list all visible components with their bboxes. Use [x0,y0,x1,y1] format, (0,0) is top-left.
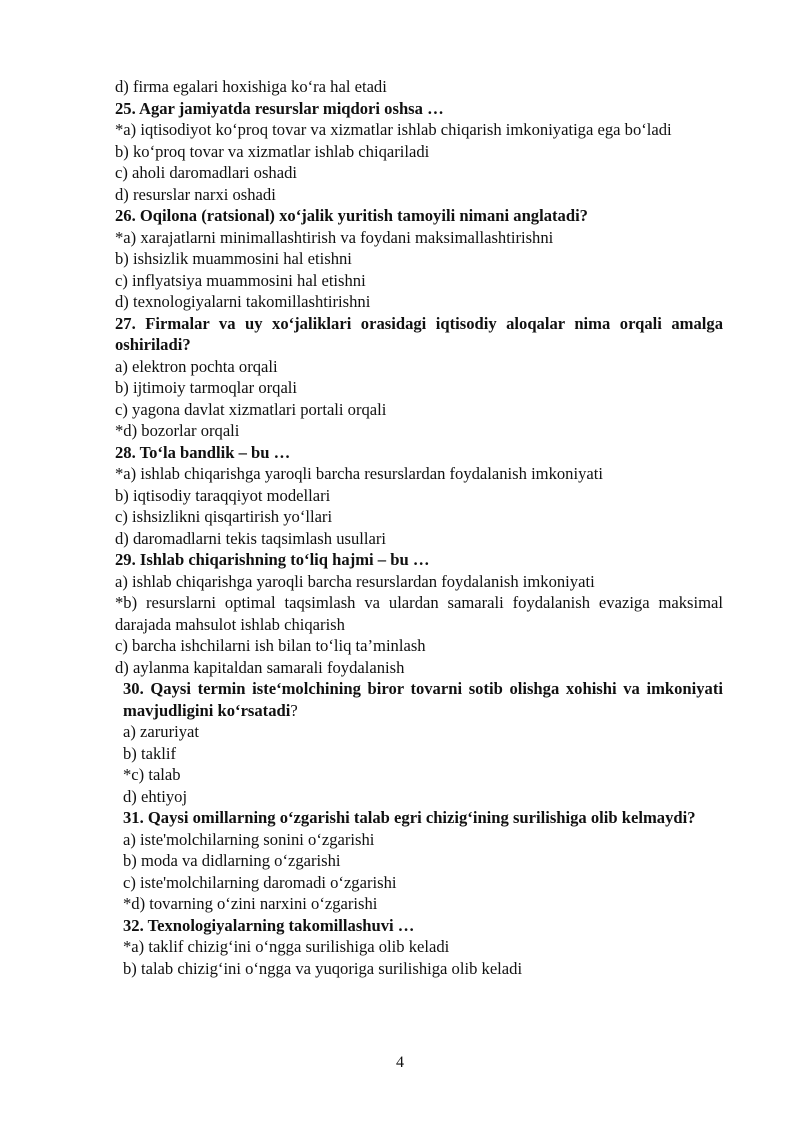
line-text: b) taklif [123,743,176,763]
line-text: c) ishsizlikni qisqartirish yo‘llari [115,507,333,526]
line-text: c) yagona davlat xizmatlari portali orqali [115,399,387,419]
page-number: 4 [396,1054,404,1071]
answer-option [77,936,723,958]
answer-option [77,119,723,141]
line-text: d) ehtiyoj [123,786,188,806]
question-text [77,915,723,937]
line-text: 31. Qaysi omillarning o‘zgarishi talab egri chizig‘ining surilishiga olib kelmaydi? [123,808,696,827]
line-text: b) ishsizlik muammosini hal etishni [115,249,352,268]
line-text: 32. Texnologiyalarning takomillashuvi … [123,915,415,935]
document-page [77,76,723,979]
line-text: c) barcha ishchilarni ish bilan to‘liq ta’minlash [115,636,426,655]
answer-option [77,270,723,292]
answer-option [77,528,723,550]
line-text: *b) resurslarni optimal taqsimlash va ulardan samarali foydalanish evaziga maksimal darajada mahsulot ishlab chiqarish [115,593,723,634]
line-text: *d) bozorlar orqali [115,421,240,440]
line-text: *a) ishlab chiqarishga yaroqli barcha resurslardan foydalanish imkoniyati [115,464,603,483]
line-text: *c) talab [123,765,181,784]
answer-option [77,485,723,507]
question-text [77,678,723,721]
answer-option [77,377,723,399]
answer-option [77,872,723,894]
line-text: 25. Agar jamiyatda resurslar miqdori oshsa … [115,98,444,118]
answer-option [77,227,723,249]
answer-option [77,76,723,98]
answer-option [77,248,723,270]
line-text: a) iste'molchilarning sonini o‘zgarishi [123,829,375,849]
answer-option [77,893,723,915]
answer-option [77,850,723,872]
line-text: d) daromadlarni tekis taqsimlash usullari [115,528,386,548]
answer-option [77,721,723,743]
line-text: d) texnologiyalarni takomillashtirishni [115,292,371,311]
line-text: 26. Oqilona (ratsional) xo‘jalik yuritish tamoyili nimani anglatadi? [115,206,588,225]
line-text: 28. To‘la bandlik – bu … [115,442,291,462]
line-text: b) talab chizig‘ini o‘ngga va yuqoriga surilishiga olib keladi [123,958,523,978]
line-text: b) moda va didlarning o‘zgarishi [123,851,341,870]
question-text [77,442,723,464]
line-text: *d) tovarning o‘zini narxini o‘zgarishi [123,894,378,913]
question-text [77,205,723,227]
answer-option [77,592,723,635]
line-text: a) elektron pochta orqali [115,356,278,376]
answer-option [77,657,723,679]
line-text: *a) iqtisodiyot ko‘proq tovar va xizmatlar ishlab chiqarish imkoniyatiga ega bo‘ladi [115,120,672,139]
line-text: c) iste'molchilarning daromadi o‘zgarishi [123,872,397,892]
question-text [77,98,723,120]
answer-option [77,356,723,378]
answer-option [77,420,723,442]
question-text [77,807,723,829]
line-text: d) firma egalari hoxishiga ko‘ra hal etadi [115,77,387,96]
line-text: *a) xarajatlarni minimallashtirish va foydani maksimallashtirishni [115,227,554,247]
line-text: a) zaruriyat [123,722,200,741]
answer-option [77,463,723,485]
answer-option [77,141,723,163]
answer-option [77,506,723,528]
line-text: c) aholi daromadlari oshadi [115,163,298,182]
answer-option [77,635,723,657]
line-text: b) ko‘proq tovar va xizmatlar ishlab chiqariladi [115,141,430,161]
question-text [77,549,723,571]
answer-option [77,162,723,184]
answer-option [77,958,723,980]
answer-option [77,184,723,206]
line-text: 27. Firmalar va uy xo‘jaliklari orasidagi iqtisodiy aloqalar nima orqali amalga oshiriladi? [115,313,723,354]
line-text: c) inflyatsiya muammosini hal etishni [115,270,366,290]
line-text: 29. Ishlab chiqarishning to‘liq hajmi – bu … [115,550,430,569]
line-text: a) ishlab chiqarishga yaroqli barcha resurslardan foydalanish imkoniyati [115,571,595,591]
line-tail: ? [290,700,298,720]
answer-option [77,399,723,421]
line-text: b) iqtisodiy taraqqiyot modellari [115,485,331,505]
line-text: d) aylanma kapitaldan samarali foydalanish [115,657,405,677]
answer-option [77,764,723,786]
answer-option [77,743,723,765]
answer-option [77,829,723,851]
answer-option [77,571,723,593]
question-text [77,313,723,356]
line-text: *a) taklif chizig‘ini o‘ngga surilishiga olib keladi [123,937,450,956]
line-text: d) resurslar narxi oshadi [115,184,276,204]
answer-option [77,291,723,313]
line-text: 30. Qaysi termin iste‘molchining biror tovarni sotib olishga xohishi va imkoniyati mavjudligini ko‘rsatadi [123,679,723,720]
line-text: b) ijtimoiy tarmoqlar orqali [115,378,298,397]
answer-option [77,786,723,808]
